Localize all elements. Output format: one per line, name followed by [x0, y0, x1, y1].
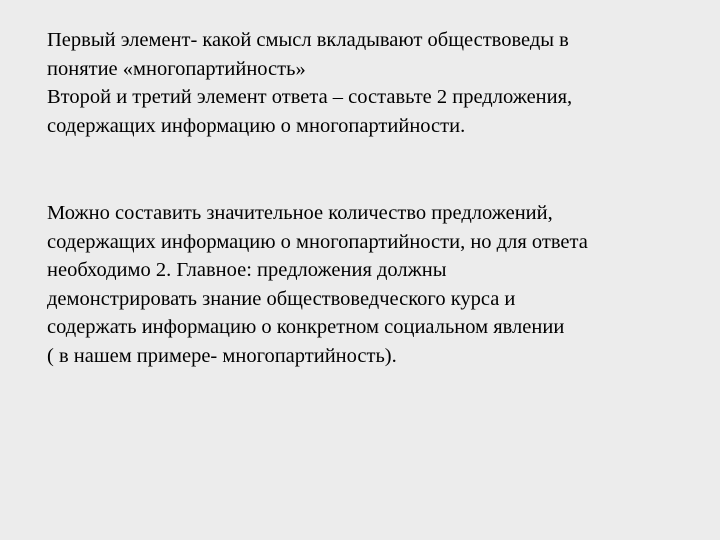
text-line: содержать информацию о конкретном социальном явлении	[47, 316, 565, 338]
text-line: содержащих информацию о многопартийности.	[47, 114, 466, 137]
task-text-block	[47, 26, 707, 140]
text-line: демонстрировать знание обществоведческого курса и	[47, 287, 516, 310]
text-line: Второй и третий элемент ответа – составьте 2 предложения,	[47, 86, 573, 108]
text-line: необходимо 2. Главное: предложения должны	[47, 259, 447, 281]
text-line: Можно составить значительное количество предложений,	[47, 202, 553, 224]
text-line: Первый элемент- какой смысл вкладывают обществоведы в	[47, 29, 569, 51]
text-line: понятие «многопартийность»	[47, 57, 306, 80]
text-line: содержащих информацию о многопартийности, но для ответа	[47, 230, 588, 253]
text-line: ( в нашем примере- многопартийность).	[47, 344, 397, 367]
explanation-text-block	[47, 199, 707, 370]
